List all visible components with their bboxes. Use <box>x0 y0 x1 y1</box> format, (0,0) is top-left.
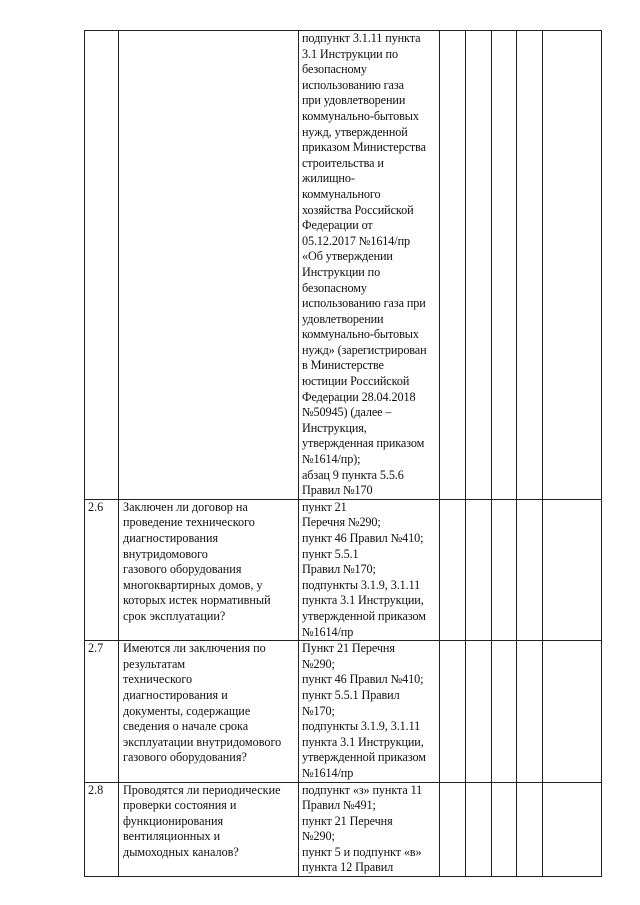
text-line: пункта 3.1 Инструкции, <box>302 734 424 749</box>
text-line: безопасному <box>302 280 367 295</box>
text-line: Правил №170; <box>302 562 376 577</box>
answer-no-cell <box>466 499 492 640</box>
text-line: утвержденной приказом <box>302 750 426 765</box>
notes-cell <box>543 641 602 782</box>
question-cell <box>119 499 299 640</box>
text-line: пункт 5 и подпункт «в» <box>302 844 422 859</box>
text-line: сведения о начале срока <box>123 719 249 734</box>
text-line: Правил №491; <box>302 798 376 813</box>
item-number <box>85 31 119 500</box>
answer-no-cell <box>466 31 492 500</box>
text-line: подпункт «з» пункта 11 <box>302 782 423 797</box>
text-line: многоквартирных домов, у <box>123 577 263 592</box>
text-line: газового оборудования? <box>123 750 247 765</box>
text-line: хозяйства Российской <box>302 202 414 217</box>
text-line: пункт 46 Правил №410; <box>302 531 424 545</box>
reference-cell <box>299 31 440 500</box>
reference-cell <box>299 782 440 877</box>
question-cell <box>119 782 299 877</box>
text-line: утвержденной приказом <box>302 608 426 623</box>
answer-na-cell <box>492 499 517 640</box>
text-line: подпункт 3.1.11 пункта <box>302 31 421 45</box>
text-line: удовлетворении <box>302 311 384 326</box>
text-line: срок эксплуатации? <box>123 608 226 623</box>
text-line: диагностирования и <box>123 687 228 702</box>
answer-extra-cell <box>517 641 543 782</box>
answer-yes-cell <box>440 641 466 782</box>
text-line: №1614/пр <box>302 624 354 639</box>
text-line: при удовлетворении <box>302 93 406 108</box>
notes-cell <box>543 499 602 640</box>
text-line: Проводятся ли периодические <box>123 782 281 797</box>
text-line: коммунально-бытовых <box>302 327 419 342</box>
text-line: пункт 5.5.1 Правил <box>302 687 400 702</box>
text-line: в Министерстве <box>302 358 384 373</box>
answer-extra-cell <box>517 499 543 640</box>
table-row <box>85 641 602 782</box>
item-number: 2.8 <box>85 782 119 877</box>
text-line: вентиляционных и <box>123 829 221 844</box>
text-line: Имеются ли заключения по <box>123 641 266 656</box>
answer-yes-cell <box>440 499 466 640</box>
text-line: пункт 46 Правил №410; <box>302 672 424 687</box>
text-line: пункта 3.1 Инструкции, <box>302 593 424 608</box>
text-line: Заключен ли договор на <box>123 499 248 514</box>
answer-na-cell <box>492 782 517 877</box>
text-line: №290; <box>302 656 335 671</box>
text-line: проведение технического <box>123 515 255 530</box>
text-line: №50945) (далее – <box>302 405 392 420</box>
text-line: приказом Министерства <box>302 140 426 155</box>
text-line: №290; <box>302 829 335 844</box>
text-line: газового оборудования <box>123 562 242 577</box>
reference-cell <box>299 499 440 640</box>
text-line: №1614/пр); <box>302 452 361 467</box>
table-row <box>85 782 602 877</box>
text-line: коммунального <box>302 186 381 201</box>
text-line: внутридомового <box>123 546 208 561</box>
text-line: Пункт 21 Перечня <box>302 641 395 656</box>
question-cell <box>119 641 299 782</box>
text-line: пункт 21 <box>302 499 347 514</box>
text-line: диагностирования <box>123 531 219 545</box>
checklist-table <box>84 30 602 877</box>
text-line: Федерации от <box>302 218 373 233</box>
table-row <box>85 31 602 500</box>
answer-yes-cell <box>440 782 466 877</box>
text-line: Федерации 28.04.2018 <box>302 389 416 404</box>
question-cell <box>119 31 299 500</box>
text-line: строительства и <box>302 155 384 170</box>
text-line: безопасному <box>302 62 367 77</box>
text-line: юстиции Российской <box>302 374 410 389</box>
text-line: использованию газа при <box>302 296 426 311</box>
text-line: проверки состояния и <box>123 798 237 813</box>
text-line: №1614/пр <box>302 765 354 780</box>
answer-extra-cell <box>517 782 543 877</box>
reference-cell <box>299 641 440 782</box>
notes-cell <box>543 782 602 877</box>
item-number: 2.7 <box>85 641 119 782</box>
text-line: Инструкция, <box>302 420 367 435</box>
notes-cell <box>543 31 602 500</box>
answer-no-cell <box>466 641 492 782</box>
text-line: №170; <box>302 703 335 718</box>
text-line: 05.12.2017 №1614/пр <box>302 233 410 248</box>
text-line: пункт 5.5.1 <box>302 546 359 561</box>
table-row <box>85 499 602 640</box>
text-line: Перечня №290; <box>302 515 381 530</box>
text-line: технического <box>123 672 193 687</box>
answer-yes-cell <box>440 31 466 500</box>
text-line: пункт 21 Перечня <box>302 813 393 828</box>
text-line: Инструкции по <box>302 264 381 279</box>
answer-na-cell <box>492 31 517 500</box>
answer-extra-cell <box>517 31 543 500</box>
text-line: использованию газа <box>302 77 404 92</box>
text-line: «Об утверждении <box>302 249 393 264</box>
text-line: коммунально-бытовых <box>302 108 419 123</box>
text-line: пункта 12 Правил <box>302 860 394 875</box>
text-line: которых истек нормативный <box>123 593 271 608</box>
text-line: эксплуатации внутридомового <box>123 734 282 749</box>
item-number: 2.6 <box>85 499 119 640</box>
text-line: нужд» (зарегистрирован <box>302 342 427 357</box>
text-line: функционирования <box>123 813 224 828</box>
text-line: подпункты 3.1.9, 3.1.11 <box>302 719 421 734</box>
text-line: абзац 9 пункта 5.5.6 <box>302 467 404 482</box>
text-line: документы, содержащие <box>123 703 251 718</box>
text-line: жилищно- <box>302 171 355 186</box>
text-line: нужд, утвержденной <box>302 124 408 139</box>
text-line: результатам <box>123 656 186 671</box>
text-line: подпункты 3.1.9, 3.1.11 <box>302 577 421 592</box>
text-line: утвержденная приказом <box>302 436 425 451</box>
answer-na-cell <box>492 641 517 782</box>
text-line: 3.1 Инструкции по <box>302 46 398 61</box>
answer-no-cell <box>466 782 492 877</box>
text-line: Правил №170 <box>302 483 373 498</box>
text-line: дымоходных каналов? <box>123 844 239 859</box>
